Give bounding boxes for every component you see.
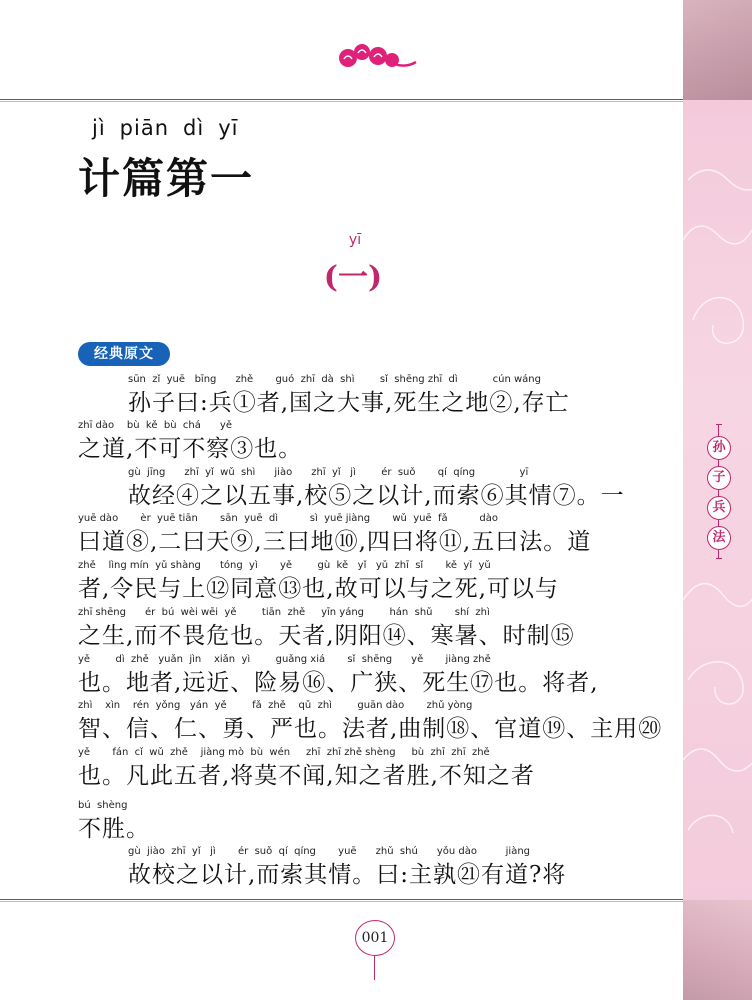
section-title: (一) [323, 260, 383, 295]
pinyin-syllable: piān [119, 116, 170, 140]
side-title-tick [716, 558, 722, 559]
pinyin-line: zhě lìng mín yǔ shàng tóng yì yě gù kě yǐ yǔ zhī sǐ kě yǐ yǔ [78, 560, 491, 571]
pinyin-line: yě fán cǐ wǔ zhě jiàng mò bù wén zhī zhī zhě shèng bù zhī zhī zhě [78, 747, 490, 758]
page-number: 001 [355, 920, 395, 956]
hanzi-line: 故经④之以五事,校⑤之以计,而索⑥其情⑦。一 [128, 483, 625, 509]
pinyin-syllable: jì [92, 116, 106, 140]
top-frame-line [0, 99, 683, 100]
top-frame-line-thin [0, 101, 683, 102]
hanzi-line: 之道,不可不察③也。 [78, 436, 303, 462]
side-book-title [694, 416, 744, 566]
side-title-char: 兵 [707, 496, 731, 520]
hanzi-line: 曰道⑧,二曰天⑨,三曰地⑩,四曰将⑪,五曰法。道 [78, 529, 592, 555]
pinyin-syllable: dì [183, 116, 205, 140]
hanzi-line: 也。地者,远近、险易⑯、广狭、死生⑰也。将者, [78, 670, 599, 696]
pinyin-line: gù jiào zhī yǐ jì ér suǒ qí qíng yuē zhǔ shú yǒu dào jiàng [128, 846, 531, 857]
pinyin-line: zhì xìn rén yǒng yán yě fǎ zhě qǔ zhì guān dào zhǔ yòng [78, 700, 473, 711]
pinyin-line: yuē dào èr yuē tiān sān yuē dì sì yuē jiàng wǔ yuē fǎ dào [78, 513, 498, 524]
side-title-tick [716, 424, 722, 425]
hanzi-line: 孙子曰:兵①者,国之大事,死生之地②,存亡 [128, 390, 570, 416]
pinyin-line: bú shèng [78, 800, 128, 811]
chapter-title: 计篇第一 [78, 154, 255, 203]
hanzi-line: 之生,而不畏危也。天者,阴阳⑭、寒暑、时制⑮ [78, 623, 575, 649]
side-title-char: 法 [707, 526, 731, 550]
section-badge: 经典原文 [78, 342, 170, 366]
side-bottom-illustration [683, 900, 752, 1000]
hanzi-line: 者,令民与上⑫同意⑬也,故可以与之死,可以与 [78, 576, 559, 602]
hanzi-line: 故校之以计,而索其情。曰:主孰㉑有道?将 [128, 862, 567, 888]
text-line [78, 846, 624, 902]
cloud-ornament-icon [332, 40, 418, 74]
side-top-illustration [683, 0, 752, 100]
side-title-char: 孙 [707, 436, 731, 460]
text-line [78, 747, 624, 803]
hanzi-line: 不胜。 [78, 816, 150, 842]
hanzi-line: 智、信、仁、勇、严也。法者,曲制⑱、官道⑲、主用⑳ [78, 716, 663, 742]
hanzi-line: 也。凡此五者,将莫不闻,知之者胜,不知之者 [78, 763, 535, 789]
pinyin-line: zhī shēng ér bú wèi wēi yě tiān zhě yīn yáng hán shǔ shí zhì [78, 607, 490, 618]
pinyin-syllable: yī [218, 116, 239, 140]
section-title-pinyin: yī [348, 232, 362, 248]
pinyin-line: gù jīng zhī yǐ wǔ shì jiào zhī yǐ jì ér suǒ qí qíng yī [128, 467, 529, 478]
chapter-title-pinyin [92, 116, 252, 140]
pinyin-line: yě dì zhě yuǎn jìn xiǎn yì guǎng xiá sǐ shēng yě jiàng zhě [78, 654, 491, 665]
side-title-char: 子 [707, 466, 731, 490]
pinyin-line: sūn zǐ yuē bīng zhě guó zhī dà shì sǐ shēng zhī dì cún wáng [128, 374, 541, 385]
pinyin-line: zhī dào bù kě bù chá yě [78, 420, 232, 431]
page-number-stem [374, 956, 375, 980]
